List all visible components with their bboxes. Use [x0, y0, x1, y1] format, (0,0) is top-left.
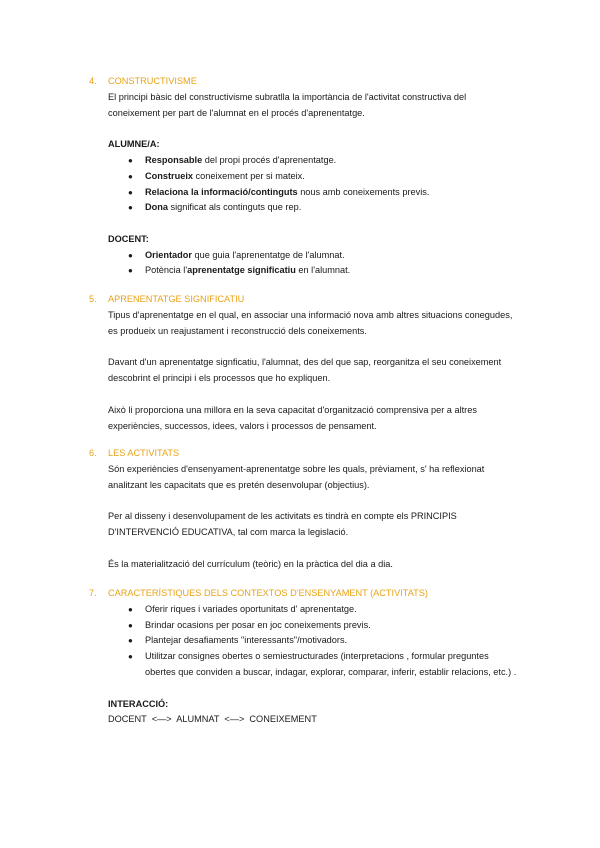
list-item: ● Construeix coneixement per si mateix. — [0, 169, 520, 185]
bullet-icon: ● — [128, 652, 133, 662]
list-item: ● Utilitzar consignes obertes o semiestructurades (interpretacions , formular preguntes obertes que conviden a buscar, indagar, explorar, comparar, inferir, establir relacions, etc.) . — [128, 651, 517, 677]
list-item: ● Potència l'aprenentatge significatiu en l'alumnat. — [0, 263, 520, 279]
docent-list — [0, 248, 600, 279]
paragraph: Tipus d'aprenentatge en el qual, en associar una informació nova amb altres situacions conegudes, es produeix un reajustament i reconstrucció dels coneixements. — [108, 310, 513, 336]
section-heading — [0, 74, 600, 90]
paragraph: Per al disseny i desenvolupament de les activitats es tindrà en compte els PRINCIPIS D'INTERVENCIÓ EDUCATIVA, tal com marca la legislació. — [108, 511, 457, 538]
caracteristiques-list — [0, 602, 600, 681]
paragraph: Davant d'un aprenentatge signficatiu, l'alumnat, des del que sap, reorganitza el seu coneixement descobrint el principi i els processos que ho expliquen. — [108, 357, 502, 384]
paragraph: Això li proporciona una millora en la seva capacitat d'organització comprensiva per a altres experiències, successos, idees, valors i processos de pensament. — [108, 404, 477, 431]
paragraph: És la materialització del currículum (teòric) en la pràctica del dia a dia. — [108, 558, 393, 569]
section-constructivisme — [0, 74, 600, 279]
section-heading — [0, 446, 600, 462]
subheading-alumne: ALUMNE/A: — [108, 139, 160, 150]
bullet-icon: ● — [128, 266, 133, 276]
bullet-icon: ● — [128, 636, 133, 646]
list-item: ● Relaciona la informació/continguts nous amb coneixements previs. — [0, 185, 520, 201]
bullet-icon: ● — [128, 187, 133, 197]
list-item: ● Dona significat als continguts que rep. — [0, 200, 520, 216]
alumne-list — [0, 153, 600, 216]
paragraph: Són experiències d'ensenyament-aprenentatge sobre les quals, prèviament, s' ha reflexionat analitzant les capacitats que es pretén desenvolupar (objectius). — [108, 464, 485, 490]
section-title: LES ACTIVITATS — [108, 448, 180, 458]
list-item: ● Oferir riques i variades oportunitats d' aprenentatge. — [0, 602, 520, 618]
interaccio-line: DOCENT <—> ALUMNAT <—> CONEIXEMENT — [108, 714, 317, 725]
subheading-docent: DOCENT: — [108, 233, 149, 244]
section-number: 7. — [89, 588, 97, 598]
section-number: 6. — [89, 448, 97, 458]
section-caracteristiques — [0, 586, 600, 728]
section-aprenentatge-significatiu — [0, 292, 600, 434]
section-activitats — [0, 446, 600, 573]
list-item: ● Brindar ocasions per posar en joc coneixements previs. — [0, 618, 520, 634]
section-heading — [0, 586, 600, 602]
bullet-icon: ● — [128, 250, 133, 260]
bullet-icon: ● — [128, 156, 133, 166]
section-number: 5. — [89, 294, 97, 304]
section-title: CONSTRUCTIVISME — [108, 76, 197, 86]
section-number: 4. — [89, 76, 97, 86]
section-title: CARACTERÍSTIQUES DELS CONTEXTOS D'ENSENYAMENT (ACTIVITATS) — [108, 588, 428, 598]
bullet-icon: ● — [128, 620, 133, 630]
bullet-icon: ● — [128, 171, 133, 181]
paragraph: El principi bàsic del constructivisme subratlla la importància de l'activitat constructiva del coneixement per part de l'alumnat en el procés d'aprenentatge. — [108, 92, 467, 118]
list-item: ● Orientador que guia l'aprenentatge de l'alumnat. — [0, 248, 520, 264]
subheading-interaccio: INTERACCIÓ: — [108, 698, 169, 709]
bullet-icon: ● — [128, 605, 133, 614]
section-title: APRENENTATGE SIGNIFICATIU — [108, 294, 245, 304]
list-item: ● Responsable del propi procés d'aprenentatge. — [0, 153, 520, 169]
list-item: ● Plantejar desafiaments "interessants"/motivadors. — [0, 633, 520, 649]
section-heading — [0, 292, 600, 308]
bullet-icon: ● — [128, 203, 133, 213]
